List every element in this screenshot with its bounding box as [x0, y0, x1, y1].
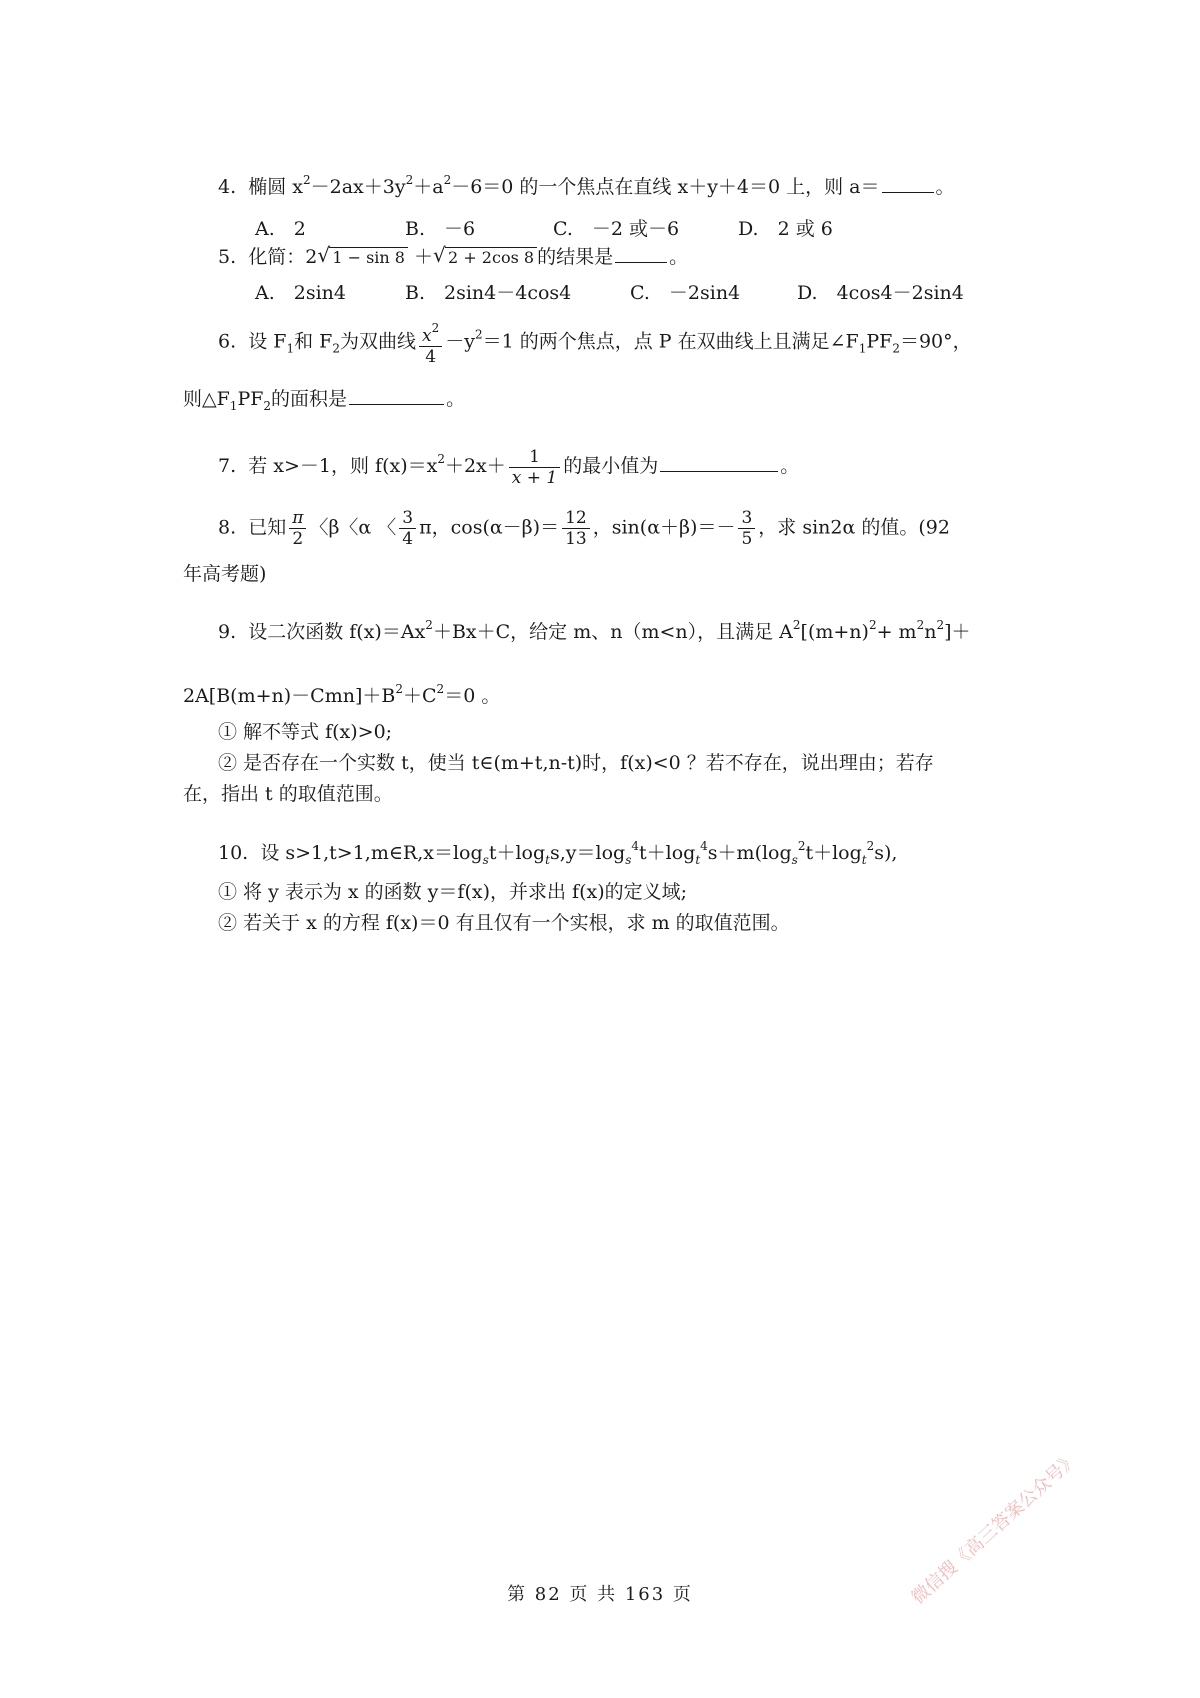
question-text: 椭圆 x	[248, 176, 303, 198]
subscript: s	[791, 853, 798, 867]
option-c: C. －2 或－6	[553, 218, 680, 240]
subscript: 1	[858, 341, 867, 356]
question-text: 化简：2	[248, 246, 318, 268]
superscript: 2	[437, 452, 445, 466]
question-text: t＋log	[639, 842, 696, 864]
question-number: 6.	[218, 330, 237, 353]
question-number: 5.	[218, 246, 237, 268]
question-text: ＋C	[403, 685, 437, 707]
option-b: B. 2sin4－4cos4	[405, 282, 572, 304]
question-10	[218, 832, 897, 874]
option-a: A. 2sin4	[255, 282, 347, 304]
subscript: s	[625, 853, 632, 867]
question-text: s＋m(log	[707, 842, 792, 864]
radicand: 2 + 2cos 8	[445, 247, 537, 267]
fraction	[562, 508, 590, 549]
denominator: 2	[292, 529, 304, 549]
question-text: s),	[874, 842, 898, 864]
question-text: 。	[780, 455, 800, 477]
answer-blank	[615, 244, 667, 263]
superscript: 2	[436, 682, 445, 696]
question-text: 为双曲线	[339, 330, 416, 353]
answer-blank	[660, 453, 778, 472]
question-8	[218, 508, 950, 549]
superscript: 2	[405, 173, 414, 187]
question-text: 。	[669, 246, 689, 268]
question-text: ，sin(α＋β)＝－	[592, 516, 736, 539]
subscript: t	[695, 853, 701, 867]
question-4	[218, 166, 955, 201]
question-text: 设二次函数 f(x)＝Ax	[248, 621, 426, 643]
question-text: －y	[445, 330, 475, 353]
numerator: 1	[509, 447, 560, 468]
question-text: ]＋	[944, 621, 971, 643]
question-9-line-2	[183, 675, 500, 710]
superscript: 4	[631, 839, 639, 853]
question-text: ＋Bx＋C，给定 m、n（m<n），且满足 A	[432, 621, 793, 643]
question-number: 9.	[218, 621, 237, 643]
watermark: 微信搜《高三答案公众号》	[907, 1448, 1083, 1609]
subscript: 1	[286, 341, 295, 356]
denominator: 4	[425, 347, 437, 367]
question-text: ＋2x＋	[444, 455, 506, 477]
question-text: 的结果是	[537, 246, 614, 268]
numerator: 3	[738, 508, 755, 529]
superscript: 2	[797, 839, 806, 853]
question-text: 则△F	[183, 388, 230, 410]
question-text: + m	[876, 621, 917, 643]
superscript: 2	[936, 618, 945, 632]
question-text: －2ax＋3y	[310, 176, 406, 198]
sqrt-expression	[433, 243, 537, 272]
question-8-line-2: 年高考题)	[183, 563, 267, 585]
subscript: 1	[229, 399, 238, 413]
question-text: －6＝0 的一个焦点在直线 x＋y＋4＝0 上，则 a＝	[451, 176, 880, 198]
subscript: t	[861, 853, 867, 867]
question-text: 的面积是	[271, 388, 348, 410]
question-10-part-1: ① 将 y 表示为 x 的函数 y＝f(x)，并求出 f(x)的定义域;	[218, 881, 688, 903]
superscript: 2	[395, 682, 403, 696]
answer-blank	[882, 174, 934, 193]
fraction	[289, 508, 306, 549]
question-text: ＝0 。	[444, 685, 501, 707]
question-text: 若 x>－1，则 f(x)＝x	[248, 455, 438, 477]
question-9-part-2-cont: 在，指出 t 的取值范围。	[183, 783, 393, 805]
superscript: 2	[425, 618, 433, 632]
question-text: PF	[866, 330, 893, 353]
question-text: 和 F	[294, 330, 333, 353]
subscript: 2	[332, 341, 340, 356]
fraction	[399, 508, 416, 549]
question-text: 的最小值为	[563, 455, 659, 477]
superscript: 2	[474, 327, 483, 342]
question-9-part-2: ② 是否存在一个实数 t，使当 t∈(m+t,n-t)时，f(x)<0 ？若不存在，说出理由；若存	[218, 752, 934, 774]
question-text: ，求 sin2α 的值。(92	[758, 516, 950, 539]
option-d: D. 2 或 6	[738, 218, 833, 240]
question-text: PF	[237, 388, 264, 410]
question-text: 。	[446, 388, 466, 410]
denominator: 13	[565, 529, 587, 549]
denominator: 4	[402, 529, 414, 549]
superscript: 2	[866, 839, 875, 853]
question-number: 10.	[218, 842, 249, 864]
question-7	[218, 445, 799, 488]
question-9-part-1: ① 解不等式 f(x)>0;	[218, 721, 393, 743]
superscript: 2	[916, 618, 925, 632]
superscript: 2	[792, 618, 801, 632]
superscript: 4	[700, 839, 708, 853]
radicand: 1 − sin 8	[329, 247, 408, 267]
question-text: 〈β〈α 〈	[309, 516, 397, 539]
question-text: ＝90°，	[899, 330, 972, 353]
question-text: t＋log	[488, 842, 546, 864]
question-number: 7.	[218, 455, 237, 477]
question-text: ＋a	[413, 176, 444, 198]
option-d: D. 4cos4－2sin4	[797, 282, 964, 304]
question-text: ＝1 的两个焦点，点 P 在双曲线上且满足∠F	[482, 330, 859, 353]
sqrt-expression	[317, 243, 408, 272]
fraction	[419, 318, 442, 367]
answer-blank	[349, 386, 444, 405]
subscript: t	[545, 853, 550, 867]
question-text: 设 s>1,t>1,m∈R,x＝log	[260, 842, 483, 864]
question-text: 。	[935, 176, 955, 198]
question-text: [(m+n)	[800, 621, 869, 643]
option-c: C. －2sin4	[630, 282, 741, 304]
superscript: 2	[868, 618, 877, 632]
question-6	[218, 318, 972, 367]
question-10-part-2: ② 若关于 x 的方程 f(x)＝0 有且仅有一个实根，求 m 的取值范围。	[218, 912, 790, 934]
denominator: x + 1	[511, 467, 558, 488]
numerator: x	[422, 326, 432, 346]
subscript: s	[482, 853, 489, 867]
numerator: 12	[562, 508, 590, 529]
fraction	[509, 447, 560, 488]
superscript: 2	[443, 173, 452, 187]
question-text: 已知	[248, 516, 287, 539]
denominator: 5	[741, 529, 753, 549]
subscript: 2	[892, 341, 900, 356]
question-text: π，cos(α－β)＝	[419, 516, 560, 539]
question-6-line-2	[183, 385, 465, 420]
option-b: B. －6	[405, 218, 476, 240]
question-number: 4.	[218, 176, 237, 198]
question-text: t＋log	[805, 842, 862, 864]
numerator: 3	[399, 508, 416, 529]
question-text: s,y＝log	[549, 842, 626, 864]
numerator: π	[289, 508, 306, 529]
question-number: 8.	[218, 516, 237, 539]
question-9	[218, 611, 971, 646]
question-text: ＋	[414, 246, 434, 268]
question-text: n	[924, 621, 937, 643]
question-text: 2A[B(m+n)－Cmn]＋B	[183, 685, 396, 707]
superscript: 2	[303, 173, 311, 187]
question-text: 设 F	[248, 330, 287, 353]
question-5	[218, 243, 688, 272]
option-a: A. 2	[255, 218, 306, 240]
page-footer: 第 82 页 共 163 页	[507, 1584, 693, 1605]
subscript: 2	[263, 399, 272, 413]
fraction	[738, 508, 755, 549]
superscript: 2	[431, 321, 440, 335]
